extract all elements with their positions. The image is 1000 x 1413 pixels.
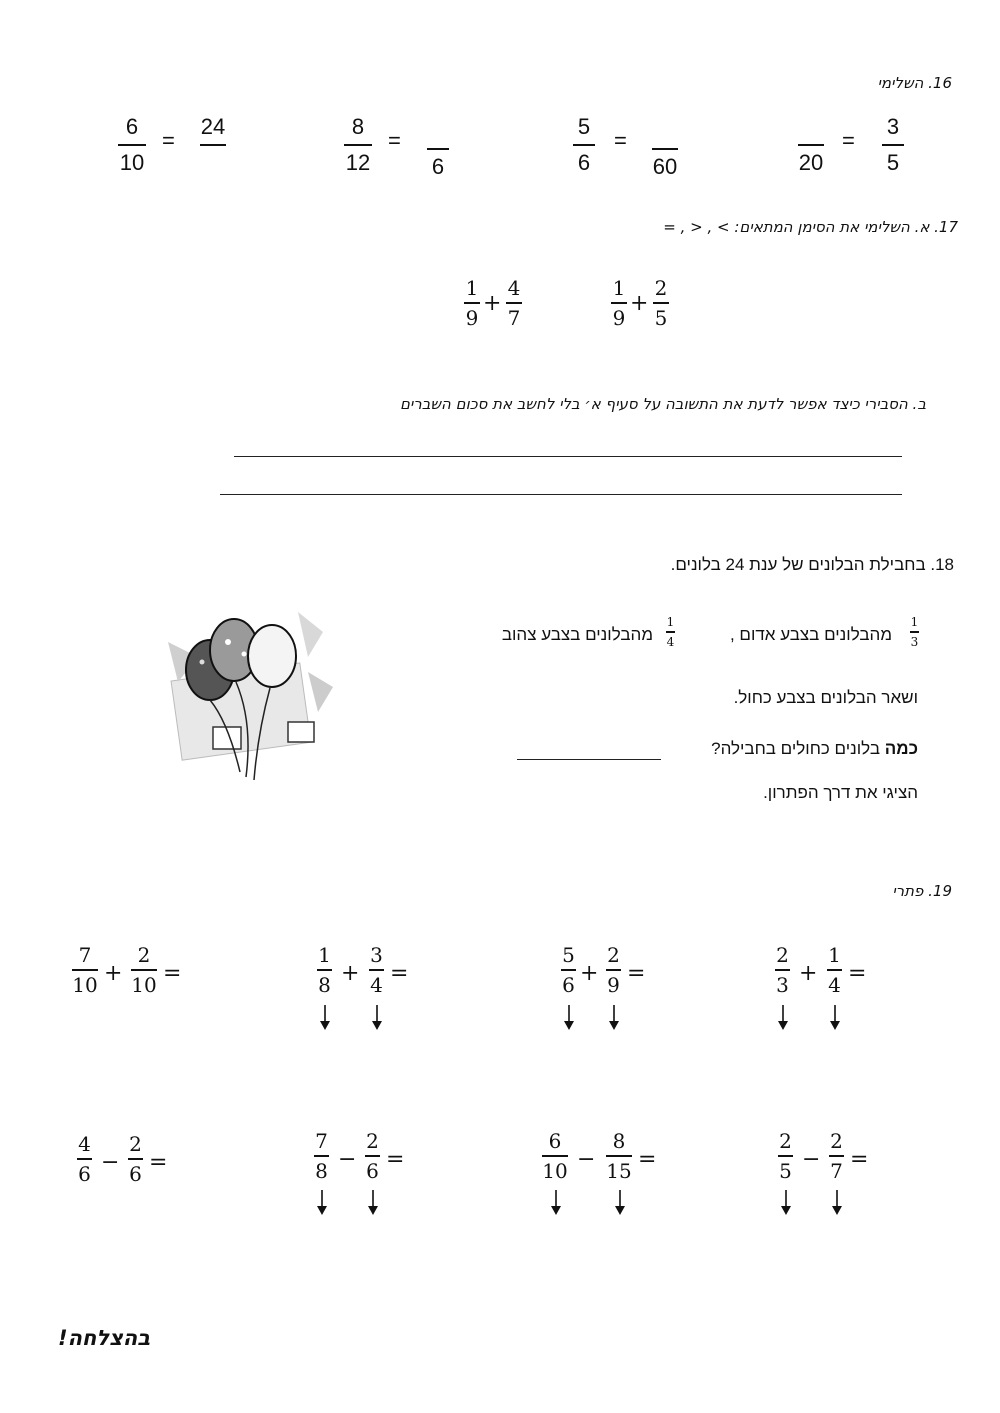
question-bold-word: כמה bbox=[884, 739, 918, 758]
q18-line4: הציגי את דרך הפתרון. bbox=[763, 783, 918, 802]
denominator: 6 bbox=[577, 149, 591, 175]
fraction bbox=[573, 116, 595, 174]
down-arrow-icon bbox=[318, 1005, 332, 1031]
fraction: 7 8 bbox=[315, 1129, 328, 1183]
fraction: 2 10 bbox=[131, 943, 157, 997]
numerator: 24 bbox=[200, 114, 226, 139]
fraction: 2 9 bbox=[607, 943, 620, 997]
denominator: 9 bbox=[612, 305, 626, 330]
down-arrow-icon bbox=[315, 1190, 329, 1216]
denominator: 3 bbox=[910, 634, 919, 649]
good-luck-text: בהצלחה! bbox=[58, 1326, 151, 1350]
fraction bbox=[506, 278, 522, 328]
denominator: 12 bbox=[345, 149, 371, 175]
down-arrow-icon bbox=[776, 1005, 790, 1031]
denominator: 10 bbox=[119, 149, 145, 175]
numerator: 5 bbox=[577, 114, 591, 139]
down-arrow-icon bbox=[549, 1190, 563, 1216]
answer-line[interactable] bbox=[517, 759, 661, 760]
down-arrow-icon bbox=[370, 1005, 384, 1031]
fraction bbox=[464, 278, 480, 328]
equals-sign: = bbox=[149, 1150, 168, 1175]
q17-part-b: ב. הסבירי כיצד אפשר לדעת את התשובה על סעיף א׳ בלי לחשב את סכום השברים bbox=[399, 395, 926, 413]
fraction: 1 4 bbox=[828, 943, 841, 997]
fraction: 2 6 bbox=[366, 1129, 379, 1183]
fraction bbox=[882, 116, 904, 174]
equals-sign: = bbox=[842, 128, 855, 153]
denominator: 4 bbox=[666, 634, 675, 649]
balloons-illustration bbox=[158, 602, 338, 784]
plus-sign: + bbox=[341, 961, 360, 986]
down-arrow-icon bbox=[562, 1005, 576, 1031]
fraction: 3 4 bbox=[370, 943, 383, 997]
plus-sign: + bbox=[580, 961, 599, 986]
answer-line[interactable] bbox=[234, 456, 902, 457]
denominator: 60 bbox=[652, 153, 678, 179]
fraction: 7 10 bbox=[72, 943, 98, 997]
equals-sign: = bbox=[390, 961, 409, 986]
equals-sign: = bbox=[627, 961, 646, 986]
q18-title: 18. בחבילת הבלונים של ענת 24 בלונים. bbox=[670, 555, 954, 574]
down-arrow-icon bbox=[366, 1190, 380, 1216]
fraction bbox=[653, 278, 669, 328]
plus-sign: + bbox=[799, 961, 818, 986]
equals-sign: = bbox=[163, 961, 182, 986]
fraction: 2 6 bbox=[129, 1132, 142, 1186]
numerator: 6 bbox=[125, 114, 139, 139]
q18-yellow-text: מהבלונים בצבע צהוב bbox=[501, 625, 653, 644]
numerator: 1 bbox=[666, 615, 675, 629]
fraction bbox=[200, 116, 226, 174]
answer-line[interactable] bbox=[220, 494, 902, 495]
fraction: 2 7 bbox=[830, 1129, 843, 1183]
down-arrow-icon bbox=[779, 1190, 793, 1216]
fraction-one-quarter bbox=[666, 616, 675, 648]
numerator: 1 bbox=[910, 615, 919, 629]
fraction bbox=[798, 116, 824, 174]
numerator: 8 bbox=[351, 114, 365, 139]
fraction: 2 5 bbox=[779, 1129, 792, 1183]
fraction: 4 6 bbox=[78, 1132, 91, 1186]
q18-question bbox=[711, 739, 918, 759]
down-arrow-icon bbox=[828, 1005, 842, 1031]
denominator: 5 bbox=[654, 305, 668, 330]
numerator: 2 bbox=[654, 276, 668, 300]
q18-red-text: מהבלונים בצבע אדום , bbox=[729, 625, 892, 644]
fraction-one-third bbox=[910, 616, 919, 648]
balloons-icon bbox=[158, 602, 338, 784]
numerator: 3 bbox=[886, 114, 900, 139]
fraction bbox=[118, 116, 146, 174]
denominator: 9 bbox=[465, 305, 479, 330]
q17-title: 17. א. השלימי את הסימן המתאים: > , < , = bbox=[663, 218, 958, 236]
down-arrow-icon bbox=[613, 1190, 627, 1216]
numerator: 1 bbox=[612, 276, 626, 300]
plus-sign: + bbox=[630, 291, 649, 316]
fraction: 6 10 bbox=[542, 1129, 568, 1183]
minus-sign: − bbox=[101, 1150, 120, 1175]
fraction: 1 8 bbox=[318, 943, 331, 997]
down-arrow-icon bbox=[830, 1190, 844, 1216]
equals-sign: = bbox=[638, 1147, 657, 1172]
numerator: 4 bbox=[507, 276, 521, 300]
denominator: 7 bbox=[507, 305, 521, 330]
minus-sign: − bbox=[802, 1147, 821, 1172]
down-arrow-icon bbox=[607, 1005, 621, 1031]
minus-sign: − bbox=[338, 1147, 357, 1172]
denominator: 6 bbox=[431, 153, 445, 179]
equals-sign: = bbox=[848, 961, 867, 986]
equals-sign: = bbox=[388, 128, 401, 153]
equals-sign: = bbox=[386, 1147, 405, 1172]
fraction: 5 6 bbox=[562, 943, 575, 997]
question-text: בלונים כחולים בחבילה? bbox=[711, 739, 885, 758]
q19-title: 19. פתרי bbox=[892, 882, 952, 900]
plus-sign: + bbox=[483, 291, 502, 316]
fraction: 8 15 bbox=[606, 1129, 632, 1183]
q18-line2: ושאר הבלונים בצבע כחול. bbox=[733, 688, 918, 707]
plus-sign: + bbox=[104, 961, 123, 986]
fraction bbox=[344, 116, 372, 174]
equals-sign: = bbox=[614, 128, 627, 153]
equals-sign: = bbox=[162, 128, 175, 153]
minus-sign: − bbox=[577, 1147, 596, 1172]
numerator: 1 bbox=[465, 276, 479, 300]
q16-title: 16. השלימי bbox=[877, 74, 952, 92]
denominator: 5 bbox=[886, 149, 900, 175]
equals-sign: = bbox=[850, 1147, 869, 1172]
fraction: 2 3 bbox=[776, 943, 789, 997]
fraction bbox=[611, 278, 627, 328]
fraction bbox=[427, 120, 449, 178]
denominator: 20 bbox=[798, 149, 824, 175]
fraction bbox=[652, 120, 678, 178]
